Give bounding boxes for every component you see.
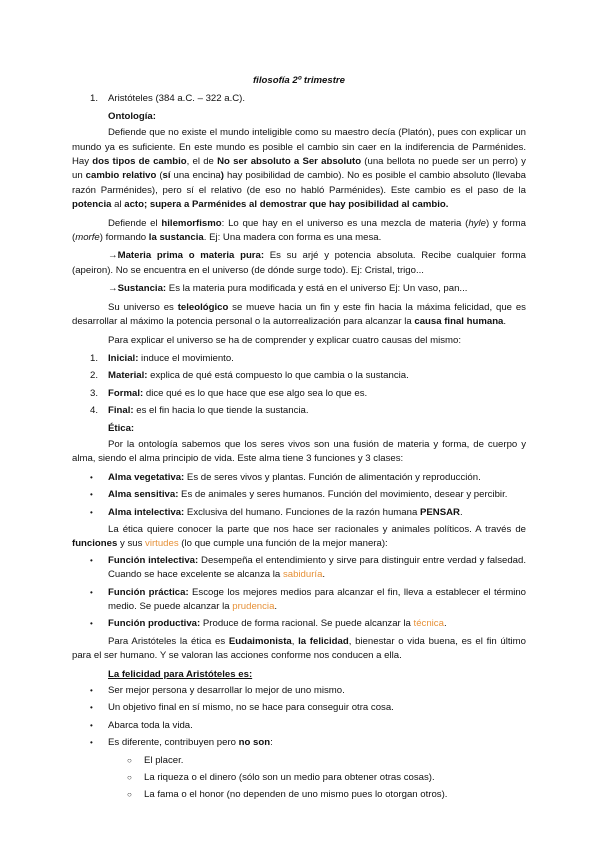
bullet-icon: • xyxy=(90,507,93,517)
text-run: : Lo que hay en el universo es una mezcla de materia ( xyxy=(221,217,469,229)
text-run: , xyxy=(291,635,299,647)
text-run: dice qué es lo que hace que ese algo sea lo que es. xyxy=(143,387,368,399)
bold-run: Material: xyxy=(108,370,148,382)
bold-run: PENSAR xyxy=(419,506,460,518)
bold-run: cambio relativo xyxy=(85,170,157,182)
virtue-run: virtudes xyxy=(145,538,179,550)
felicidad-list xyxy=(72,684,526,803)
italic-run: hyle xyxy=(468,217,486,229)
list-item xyxy=(72,754,526,768)
bold-run: potencia xyxy=(72,199,112,211)
hilemorfismo-paragraph xyxy=(72,217,526,246)
list-number: 2. xyxy=(90,370,99,382)
bullet-icon: • xyxy=(90,686,93,696)
bold-run: no son xyxy=(238,737,271,749)
text-run: La fama o el honor (no dependen de uno mismo pues lo otorgan otros). xyxy=(144,789,448,801)
text-run: una encina xyxy=(170,170,221,182)
bullet-icon: • xyxy=(90,738,93,748)
bold-run: No ser absoluto a Ser absoluto xyxy=(217,156,362,168)
etica-paragraph-2 xyxy=(72,523,526,552)
bold-run: teleológico xyxy=(177,301,229,313)
list-item xyxy=(72,554,526,583)
bold-run: Función práctica: xyxy=(108,586,189,598)
list-item xyxy=(72,701,526,715)
bold-run: Formal: xyxy=(108,387,144,399)
bold-run: Alma intelectiva: xyxy=(108,506,185,518)
no-son-list xyxy=(72,754,526,803)
text-run: Defiende el xyxy=(108,217,162,229)
etica-heading: Ética: xyxy=(108,422,135,434)
bold-run: ) xyxy=(220,170,224,182)
text-run: Es su arjé y potencia absoluta. Recibe cualquier forma (apeiron). No se encuentra en el universo (de dónde surge todo). Ej: Cristal, trigo... xyxy=(72,250,526,276)
circle-bullet-icon: ○ xyxy=(127,755,132,765)
text-run: es el fin hacia lo que tiende la sustancia. xyxy=(133,405,309,417)
felicidad-heading: La felicidad para Aristóteles es: xyxy=(108,668,253,680)
text-run: explica de qué está compuesto lo que cambia o la sustancia. xyxy=(147,370,409,382)
list-number: 4. xyxy=(90,405,99,417)
text-run: al xyxy=(111,199,125,211)
bullet-icon: • xyxy=(90,472,93,482)
bold-run: Alma sensitiva: xyxy=(108,489,179,501)
text-run: se mueve hacia un fin y este fin hacia la máxima felicidad, que es desarrollar al máximo la potencia personal o la autorrealización para alcanzar la xyxy=(72,301,526,328)
bold-run: Función intelectiva: xyxy=(108,554,199,566)
text-run: Defiende que no existe el mundo inteligible como su maestro decía (Platón), pues con explicar un mundo ya es suficiente. En este mundo es posible el cambio sin caer en la indiferencia de Parménides. Hay xyxy=(72,127,526,168)
section-number: 1. xyxy=(90,93,99,105)
bold-run: causa final humana xyxy=(414,316,504,328)
virtue-run: técnica xyxy=(413,618,444,630)
bold-run: Función productiva: xyxy=(108,618,201,630)
text-run: ( xyxy=(156,170,163,182)
text-run: Produce de forma racional. Se puede alcanzar la xyxy=(200,618,414,630)
text-run: , bienestar o vida buena, es el fin último para el ser humano. Y se valoran las acciones conforme nos conducen a ella. xyxy=(72,635,526,662)
text-run: . xyxy=(274,601,278,612)
bold-run: →Materia prima o materia pura: xyxy=(108,250,265,262)
list-item xyxy=(72,387,526,401)
list-item xyxy=(72,684,526,698)
text-run: Desempeña el entendimiento y sirve para distinguir entre verdad y falsedad. Cuando se hace excelente se alcanza la xyxy=(108,554,526,581)
bold-run: Eudaimonista xyxy=(228,635,292,647)
bold-run: →Sustancia: xyxy=(108,283,167,295)
causas-intro: Para explicar el universo se ha de comprender y explicar cuatro causas del mismo: xyxy=(108,334,462,346)
list-item xyxy=(72,352,526,366)
materia-prima-paragraph xyxy=(72,249,526,278)
text-run: Es diferente, contribuyen pero xyxy=(108,737,239,749)
list-number: 1. xyxy=(90,352,99,364)
text-run: y sus xyxy=(117,538,146,550)
funciones-list xyxy=(72,554,526,632)
causas-list xyxy=(72,352,526,419)
text-run: Para Aristóteles la ética es xyxy=(108,635,229,647)
text-run: Ser mejor persona y desarrollar lo mejor de uno mismo. xyxy=(108,685,345,697)
list-item xyxy=(72,788,526,802)
list-item xyxy=(72,617,526,631)
text-run: Escoge los mejores medios para alcanzar el fin, lleva a establecer el término medio. Se puede alcanzar la xyxy=(108,586,526,612)
sustancia-paragraph xyxy=(72,282,526,296)
text-run: . xyxy=(503,316,507,328)
bold-run: hilemorfismo xyxy=(161,217,222,229)
bold-run: Final: xyxy=(108,405,134,417)
text-run: . xyxy=(459,506,463,518)
bold-run: funciones xyxy=(72,538,118,550)
text-run: , el de xyxy=(186,156,218,168)
circle-bullet-icon: ○ xyxy=(127,790,132,800)
italic-run: morfe xyxy=(75,232,100,244)
list-item xyxy=(72,506,526,520)
list-item xyxy=(72,771,526,785)
bullet-icon: • xyxy=(90,490,93,500)
section-label: Aristóteles (384 a.C. – 322 a.C). xyxy=(108,93,246,105)
bold-run: acto; supera a Parménides al demostrar que hay posibilidad al cambio. xyxy=(124,199,449,211)
text-run: ) y forma ( xyxy=(72,217,526,244)
text-run: El placer. xyxy=(144,754,184,766)
text-run: (lo que cumple una función de la mejor manera): xyxy=(178,538,388,550)
bold-run: Alma vegetativa: xyxy=(108,471,185,483)
text-run: La riqueza o el dinero (sólo son un medio para obtener otras cosas). xyxy=(144,772,435,784)
virtue-run: prudencia xyxy=(232,601,275,612)
text-run: Es de animales y seres humanos. Función del movimiento, desear y percibir. xyxy=(178,489,508,501)
etica-paragraph-1: Por la ontología sabemos que los seres vivos son una fusión de materia y forma, de cuerpo y alma, siendo el alma principio de vida. Este alma tiene 3 funciones y 3 clases: xyxy=(72,438,526,465)
text-run: . xyxy=(322,569,326,581)
text-run: La ética quiere conocer la parte que nos hace ser racionales y animales políticos. A través de xyxy=(108,523,526,535)
ontologia-paragraph-1 xyxy=(72,126,526,212)
bold-run: Inicial: xyxy=(108,352,139,364)
text-run: Un objetivo final en sí mismo, no se hace para conseguir otra cosa. xyxy=(108,702,394,714)
list-item xyxy=(72,404,526,418)
eudaimonista-paragraph xyxy=(72,635,526,664)
list-item xyxy=(72,736,526,803)
bold-run: dos tipos de cambio xyxy=(92,156,187,168)
text-run: Abarca toda la vida. xyxy=(108,719,193,731)
text-run: Exclusiva del humano. Funciones de la razón humana xyxy=(184,506,420,518)
list-item xyxy=(72,471,526,485)
list-number: 3. xyxy=(90,387,99,399)
text-run: (una bellota no puede ser un perro) y un xyxy=(72,156,526,182)
section-aristoteles xyxy=(72,92,526,106)
bold-run: sí xyxy=(162,170,171,182)
bold-run: la sustancia xyxy=(148,232,204,244)
almas-list xyxy=(72,471,526,520)
bold-run: la felicidad xyxy=(298,635,349,647)
list-item xyxy=(72,369,526,383)
bullet-icon: • xyxy=(90,703,93,713)
text-run: : xyxy=(270,737,273,749)
list-item xyxy=(72,719,526,733)
virtue-run: sabiduría xyxy=(282,569,323,581)
text-run: ) formando xyxy=(99,232,149,244)
document-page xyxy=(72,74,526,806)
text-run: induce el movimiento. xyxy=(138,352,234,364)
circle-bullet-icon: ○ xyxy=(127,773,132,783)
text-run: . xyxy=(443,618,447,630)
text-run: hay posibilidad de cambio). No es posible el cambio absoluto (llevaba razón Parménides), pero sí el relativo (de eso no habló Parménides). Este cambio es el paso de la xyxy=(72,170,526,196)
bullet-icon: • xyxy=(90,555,93,565)
text-run: Es la materia pura modificada y está en el universo Ej: Un vaso, pan... xyxy=(166,283,468,295)
bullet-icon: • xyxy=(90,619,93,629)
document-title: filosofía 2º trimestre xyxy=(252,75,345,86)
list-item xyxy=(72,586,526,615)
ontologia-heading: Ontología: xyxy=(108,110,156,122)
list-item xyxy=(72,488,526,502)
teleologico-paragraph xyxy=(72,301,526,330)
bullet-icon: • xyxy=(90,720,93,730)
text-run: Es de seres vivos y plantas. Función de alimentación y reproducción. xyxy=(184,471,481,483)
text-run: . Ej: Una madera con forma es una mesa. xyxy=(203,232,382,244)
text-run: Su universo es xyxy=(108,301,178,313)
bullet-icon: • xyxy=(90,587,93,597)
